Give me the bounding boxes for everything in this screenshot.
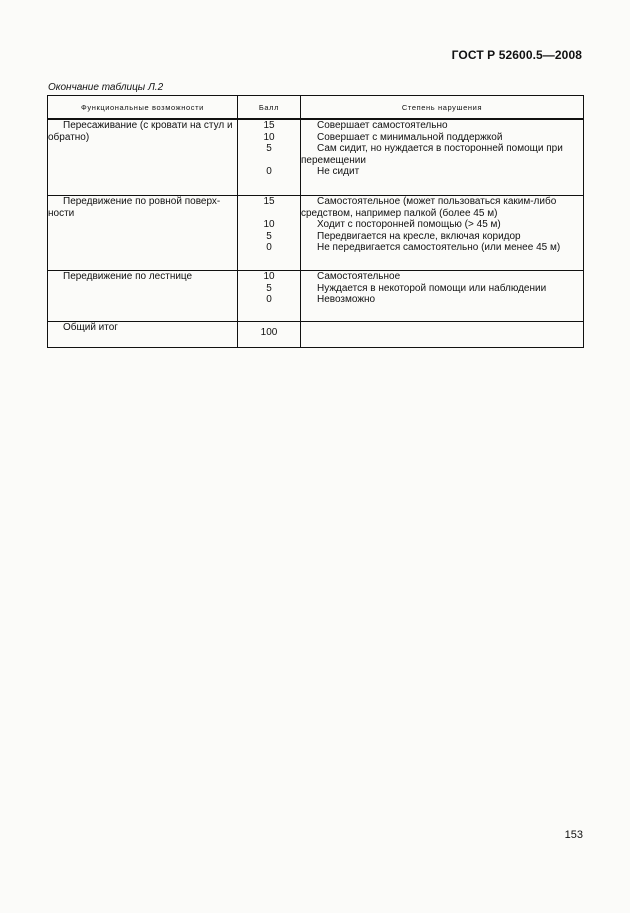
function-cell	[48, 271, 238, 322]
function-cell	[48, 322, 238, 348]
degree-text: Не сидит	[317, 166, 360, 178]
score-value: 5	[266, 143, 272, 155]
score-value: 10	[263, 271, 275, 282]
total-score: 100	[260, 327, 278, 338]
score-value: 5	[266, 230, 272, 242]
score-value: 10	[263, 219, 275, 231]
table-caption: Окончание таблицы Л.2	[48, 82, 164, 93]
degree-text: Передвигается на кресле, включая коридор	[317, 230, 521, 242]
header-degree: Степень нарушения	[301, 96, 584, 120]
function-label: Передвижение по ровной поверх- ности	[48, 196, 221, 219]
assessment-table	[47, 95, 584, 348]
score-value: 10	[263, 131, 275, 143]
score-value: 15	[263, 196, 275, 207]
degree-cell	[301, 196, 584, 271]
degree-text: Самостоятельное (может пользоваться каким-либо средством, например палкой (более 45 м)	[301, 196, 557, 219]
degree-text: Самостоятельное	[317, 271, 401, 282]
table-header-row	[48, 96, 584, 120]
page-number: 153	[564, 829, 583, 841]
function-label: Пересаживание (с кровати на стул и обратно)	[48, 120, 233, 143]
function-label: Передвижение по лестнице	[63, 271, 193, 282]
degree-text: Сам сидит, но нуждается в посторонней помощи при перемещении	[301, 143, 563, 166]
header-functions: Функциональные возможности	[48, 96, 238, 120]
total-label: Общий итог	[63, 322, 118, 333]
score-value: 0	[266, 294, 272, 306]
table-row	[48, 119, 584, 196]
score-value: 0	[266, 242, 272, 254]
function-cell	[48, 119, 238, 196]
degree-cell	[301, 322, 584, 348]
degree-cell	[301, 119, 584, 196]
score-cell	[238, 271, 301, 322]
degree-text: Совершает с минимальной поддержкой	[317, 131, 503, 143]
degree-cell	[301, 271, 584, 322]
score-cell	[238, 119, 301, 196]
score-cell	[238, 196, 301, 271]
score-value: 5	[266, 282, 272, 294]
degree-text: Не передвигается самостоятельно (или менее 45 м)	[317, 242, 561, 254]
degree-text: Нуждается в некоторой помощи или наблюдении	[317, 282, 547, 294]
score-cell	[238, 322, 301, 348]
degree-text: Ходит с посторонней помощью (> 45 м)	[317, 219, 501, 231]
table-row	[48, 196, 584, 271]
degree-text: Невозможно	[317, 294, 376, 306]
function-cell	[48, 196, 238, 271]
degree-text: Совершает самостоятельно	[317, 120, 448, 131]
score-value: 0	[266, 166, 272, 178]
table-row-total	[48, 322, 584, 348]
document-code: ГОСТ Р 52600.5—2008	[451, 48, 582, 62]
table-row	[48, 271, 584, 322]
score-value: 15	[263, 120, 275, 131]
header-score: Балл	[238, 96, 301, 120]
